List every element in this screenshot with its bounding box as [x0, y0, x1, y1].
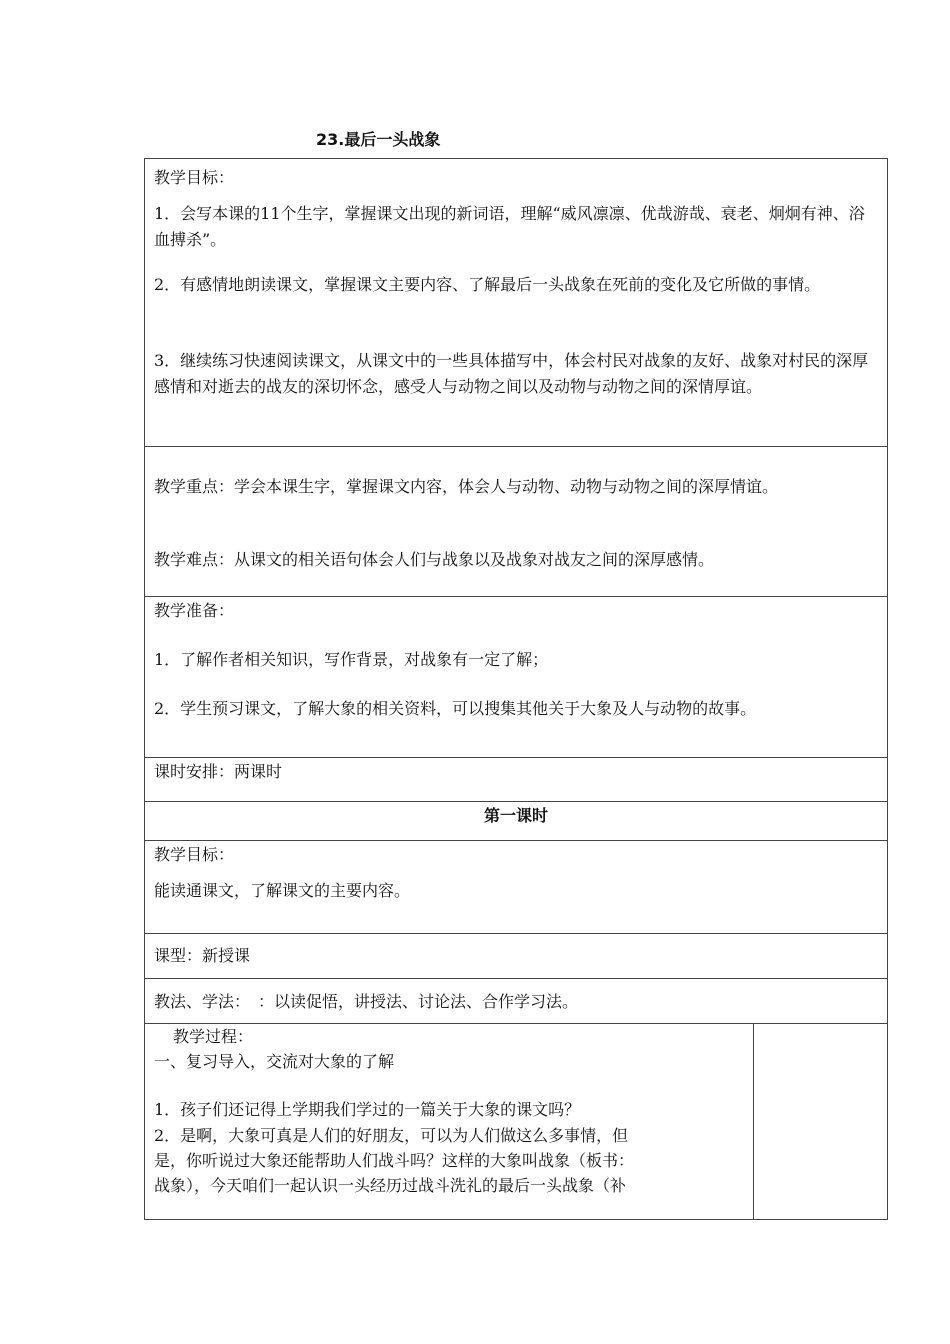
preparation-item-1: 1．了解作者相关知识，写作背景，对战象有一定了解；	[154, 650, 549, 669]
key-points-cell	[144, 446, 888, 597]
process-step-2-line-2: 是，你听说过大象还能帮助人们战斗吗？这样的大象叫战象（板书：	[154, 1151, 635, 1170]
objective-item-2: 2．有感情地朗读课文，掌握课文主要内容、了解最后一头战象在死前的变化及它所做的事情。	[154, 275, 821, 294]
methods-text: 教法、学法： ：以读促悟，讲授法、讨论法、合作学习法。	[154, 992, 579, 1011]
objective-item-1: 1．会写本课的11个生字，掌握课文出现的新词语，理解“威风凛凛、优哉游哉、衰老、炯炯有神、浴血搏杀”。	[154, 204, 865, 249]
difficulties-text: 教学难点：从课文的相关语句体会人们与战象以及战象对战友之间的深厚感情。	[154, 550, 715, 569]
preparation-cell	[144, 596, 888, 758]
process-step-2-line-3: 战象），今天咱们一起认识一头经历过战斗洗礼的最后一头战象（补	[154, 1176, 627, 1195]
schedule-cell	[144, 757, 888, 802]
schedule-text: 课时安排：两课时	[154, 762, 283, 781]
process-step-2-line-1: 2．是啊，大象可真是人们的好朋友，可以为人们做这么多事情，但	[154, 1126, 629, 1145]
objectives-cell	[144, 158, 888, 447]
process-label: 教学过程：	[173, 1027, 254, 1046]
process-column-divider	[753, 1024, 754, 1219]
key-points-text: 教学重点：学会本课生字，掌握课文内容，体会人与动物、动物与动物之间的深厚情谊。	[154, 477, 779, 496]
lesson-heading-cell	[144, 801, 888, 841]
objective-item-3: 3．继续练习快速阅读课文，从课文中的一些具体描写中，体会村民对战象的友好、战象对村民的深厚感情和对逝去的战友的深切怀念，感受人与动物之间以及动物与动物之间的深情厚谊。	[154, 351, 869, 396]
process-cell	[144, 1023, 888, 1220]
methods-cell	[144, 978, 888, 1024]
lesson-type-text: 课型：新授课	[154, 946, 251, 965]
process-step-1: 1．孩子们还记得上学期我们学过的一篇关于大象的课文吗？	[154, 1100, 581, 1119]
lesson-objectives-text: 能读通课文，了解课文的主要内容。	[154, 881, 411, 900]
lesson-type-cell	[144, 933, 888, 979]
document-title: 23.最后一头战象	[316, 130, 441, 149]
preparation-label: 教学准备：	[154, 601, 235, 620]
objectives-label: 教学目标：	[154, 168, 235, 187]
process-section-1: 一、复习导入，交流对大象的了解	[154, 1052, 395, 1071]
lesson-objectives-cell	[144, 840, 888, 934]
lesson-objectives-label: 教学目标：	[154, 845, 235, 864]
lesson-heading: 第一课时	[483, 806, 548, 825]
preparation-item-2: 2．学生预习课文，了解大象的相关资料，可以搜集其他关于大象及人与动物的故事。	[154, 699, 757, 718]
